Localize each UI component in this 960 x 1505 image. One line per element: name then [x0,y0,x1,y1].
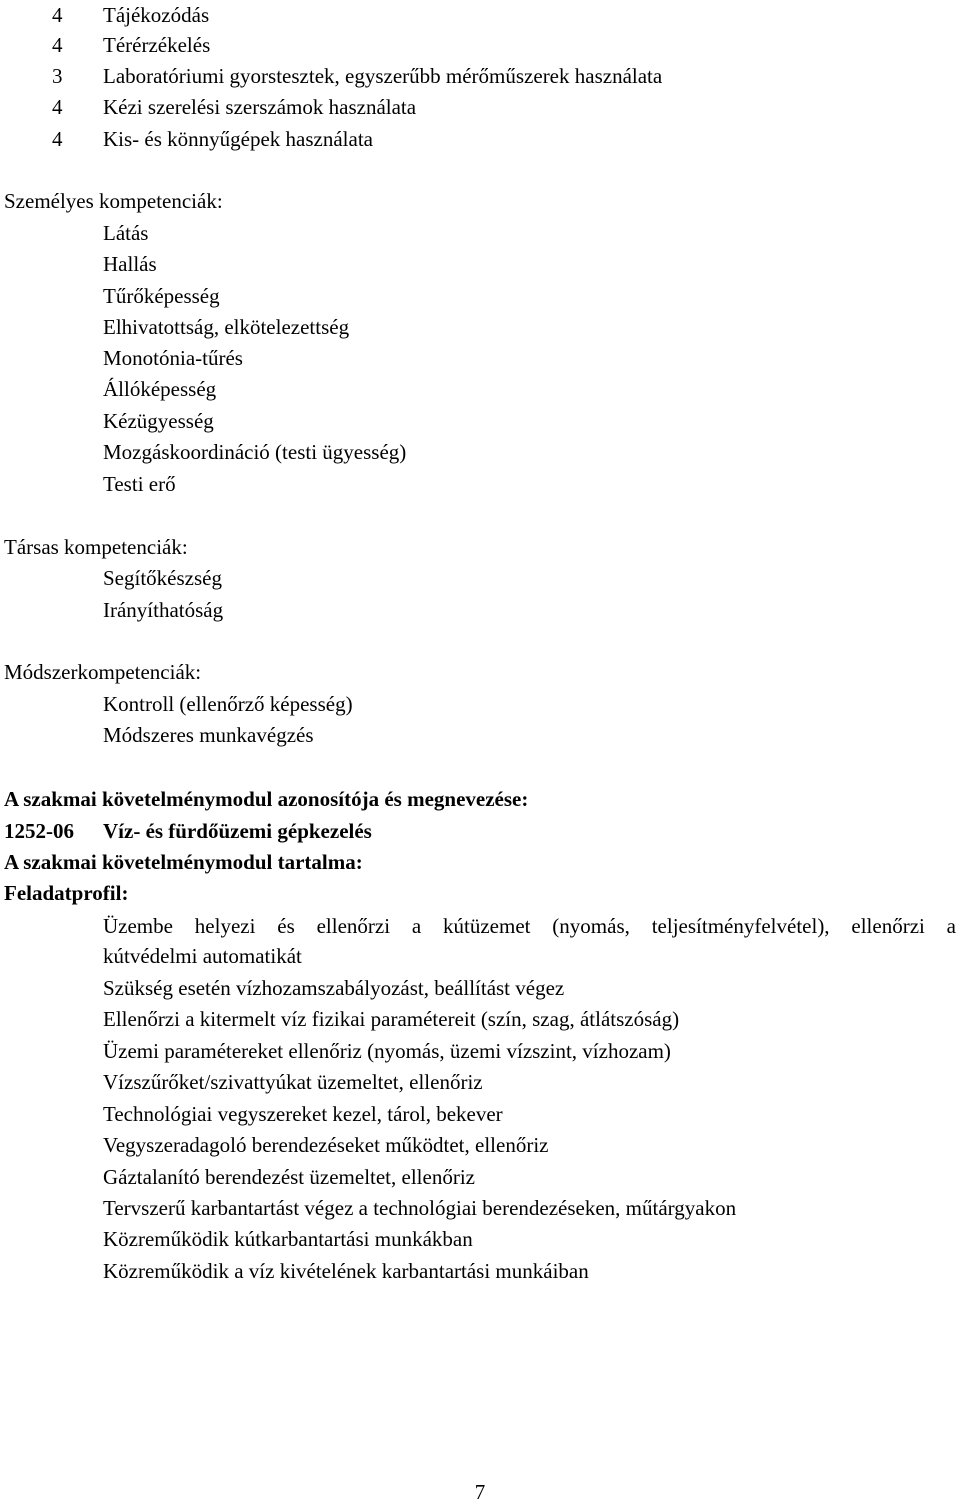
list-item-label: Állóképesség [103,377,217,401]
section-heading-label: Társas kompetenciák: [4,535,188,559]
task-item [0,1004,960,1034]
section-heading-label: Módszerkompetenciák: [4,660,202,684]
rating-row [0,92,960,122]
task-item [0,1036,960,1066]
page-number: 7 [474,1480,486,1504]
task-item-label: Gáztalanító berendezést üzemeltet, ellenőriz [103,1165,475,1189]
rating-row [0,124,960,154]
module-content-heading [0,847,960,877]
task-item-label: Tervszerű karbantartást végez a technológiai berendezéseken, műtárgyakon [103,1196,737,1220]
module-content-heading-label: A szakmai követelménymodul tartalma: [4,850,363,874]
module-id-heading-label: A szakmai követelménymodul azonosítója és megnevezése: [4,787,529,811]
task-item-label: Ellenőrzi a kitermelt víz fizikai paramétereit (szín, szag, átlátszóság) [103,1007,680,1031]
module-title-row [0,816,960,846]
rating-label: Térérzékelés [103,33,211,57]
list-item [0,312,960,342]
list-item [0,281,960,311]
list-item [0,469,960,499]
section-heading-method [0,657,960,687]
task-item [0,1067,960,1097]
task-item [0,911,960,941]
rating-row [0,61,960,91]
rating-label: Kis- és könnyűgépek használata [103,127,373,151]
rating-number: 4 [52,127,63,151]
rating-number: 4 [52,33,63,57]
list-item [0,249,960,279]
rating-number: 3 [52,64,63,88]
task-item-label: Szükség esetén vízhozamszabályozást, beállítást végez [103,976,565,1000]
task-item-continuation [0,941,960,971]
section-heading-label: Személyes kompetenciák: [4,189,223,213]
task-item [0,1256,960,1286]
task-item [0,973,960,1003]
rating-number: 4 [52,3,63,27]
list-item [0,218,960,248]
list-item-label: Módszeres munkavégzés [103,723,314,747]
list-item-label: Monotónia-tűrés [103,346,243,370]
module-id-heading [0,784,960,814]
task-item-label: Közreműködik a víz kivételének karbantartási munkáiban [103,1259,589,1283]
list-item-label: Segítőkészség [103,566,222,590]
list-item-label: Kontroll (ellenőrző képesség) [103,692,353,716]
task-item-label: Közreműködik kútkarbantartási munkákban [103,1227,473,1251]
list-item-label: Tűrőképesség [103,284,220,308]
list-item [0,343,960,373]
list-item-label: Mozgáskoordináció (testi ügyesség) [103,440,407,464]
task-item [0,1162,960,1192]
list-item [0,720,960,750]
task-item [0,1224,960,1254]
task-item-label: Technológiai vegyszereket kezel, tárol, bekever [103,1102,503,1126]
list-item [0,406,960,436]
list-item [0,563,960,593]
list-item-label: Látás [103,221,149,245]
list-item-label: Elhivatottság, elkötelezettség [103,315,350,339]
task-item-label: Vegyszeradagoló berendezéseket működtet, ellenőriz [103,1133,549,1157]
list-item-label: Irányíthatóság [103,598,224,622]
task-profile-heading-label: Feladatprofil: [4,881,129,905]
task-item-label: Vízszűrőket/szivattyúkat üzemeltet, ellenőriz [103,1070,483,1094]
list-item-label: Kézügyesség [103,409,214,433]
section-heading-social [0,532,960,562]
task-item [0,1099,960,1129]
task-profile-heading [0,878,960,908]
task-item [0,1130,960,1160]
task-item [0,1193,960,1223]
list-item-label: Testi erő [103,472,176,496]
rating-row [0,0,960,30]
section-heading-personal [0,186,960,216]
task-item-label: Üzemi paramétereket ellenőriz (nyomás, üzemi vízszint, vízhozam) [103,1039,671,1063]
task-item-label: kútvédelmi automatikát [103,944,302,968]
list-item-label: Hallás [103,252,157,276]
list-item [0,689,960,719]
list-item [0,595,960,625]
module-title: Víz- és fürdőüzemi gépkezelés [103,819,372,843]
rating-row [0,30,960,60]
list-item [0,374,960,404]
task-item-label: Üzembe helyezi és ellenőrzi a kútüzemet (nyomás, teljesítményfelvétel), ellenőrzi a [103,914,956,938]
rating-label: Kézi szerelési szerszámok használata [103,95,417,119]
rating-label: Laboratóriumi gyorstesztek, egyszerűbb mérőműszerek használata [103,64,663,88]
module-code: 1252-06 [4,819,74,843]
list-item [0,437,960,467]
rating-label: Tájékozódás [103,3,210,27]
rating-number: 4 [52,95,63,119]
